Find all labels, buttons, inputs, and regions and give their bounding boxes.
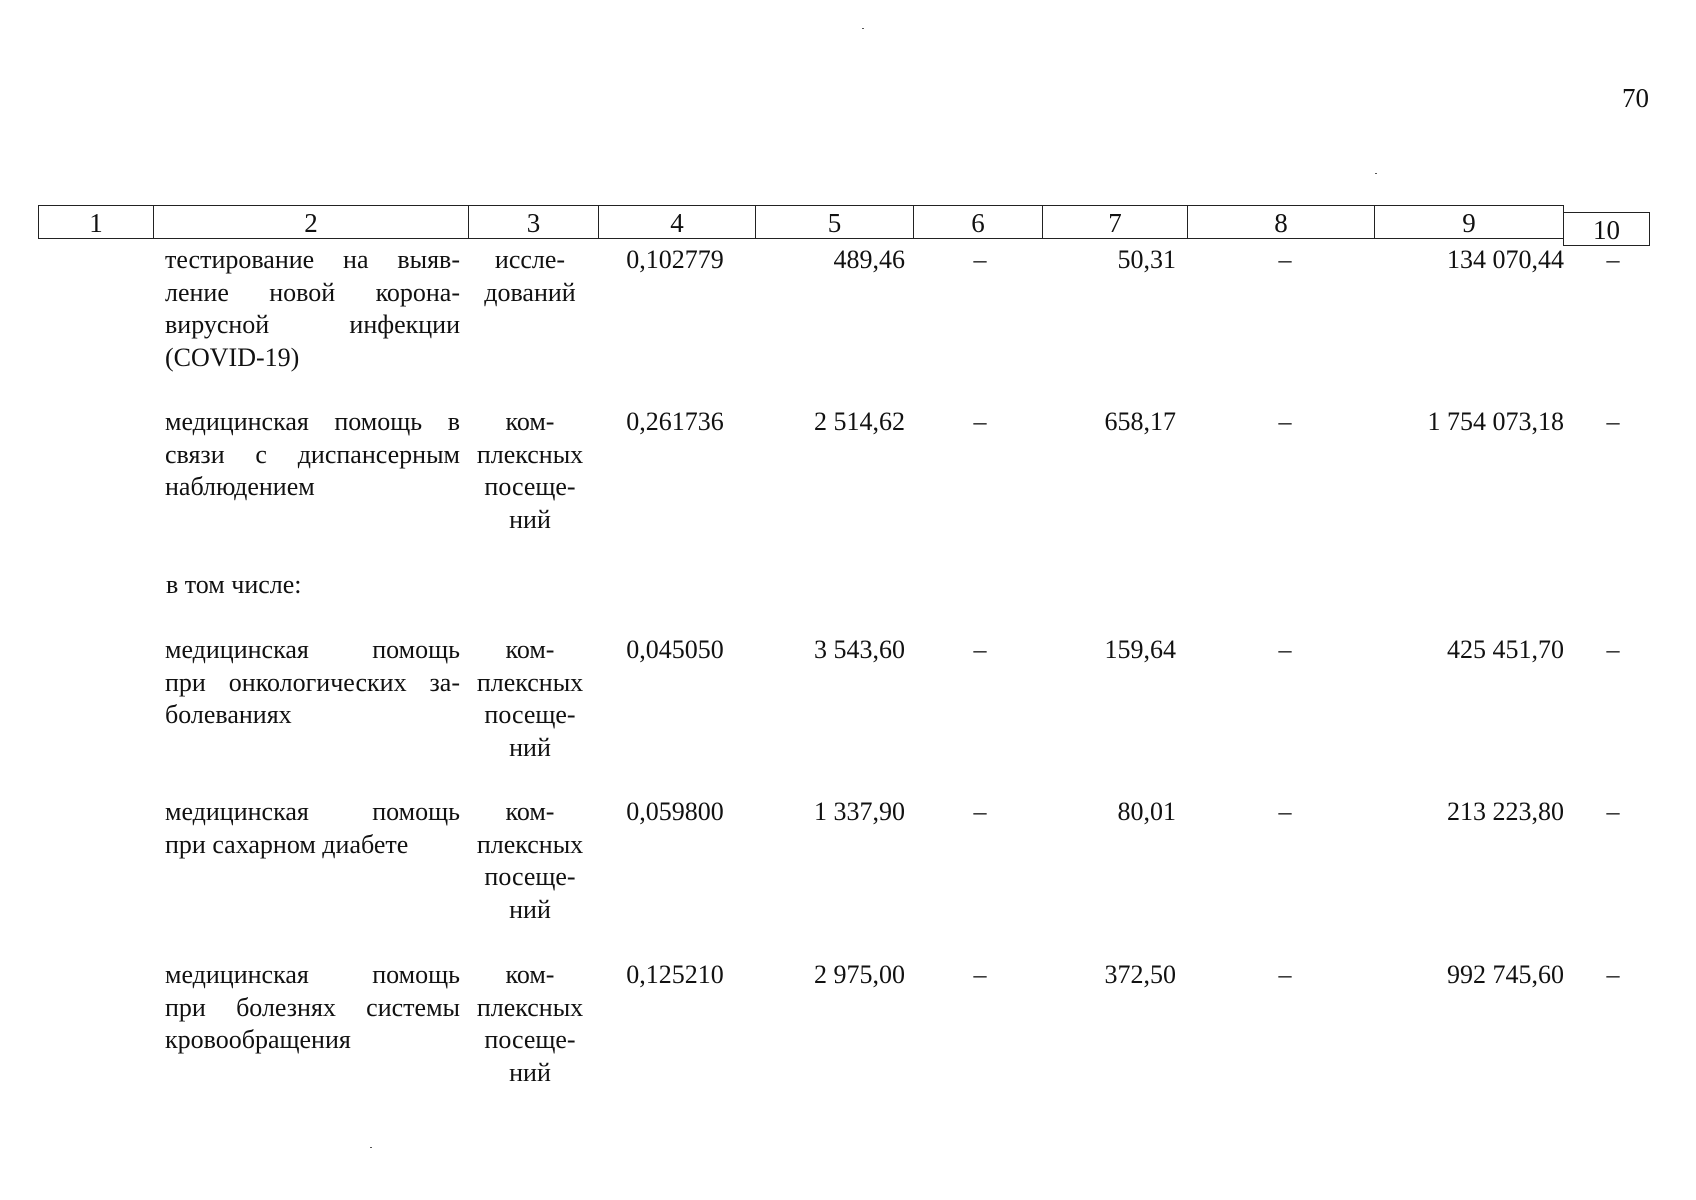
scan-speck xyxy=(862,28,864,29)
header-cell-1: 1 xyxy=(38,205,154,239)
row-col9: 1 754 073,18 xyxy=(1427,407,1564,436)
row-col7: 372,50 xyxy=(1104,960,1176,989)
header-cell-6: 6 xyxy=(913,205,1043,239)
row-col5: 2 514,62 xyxy=(814,407,905,436)
row-unit: иссле- дований xyxy=(484,245,576,307)
row-col10: – xyxy=(1606,960,1620,989)
row-col4: 0,045050 xyxy=(626,635,724,664)
header-cell-3: 3 xyxy=(468,205,599,239)
row-col6: – xyxy=(973,407,987,436)
row-unit: ком- плексных посеще- ний xyxy=(476,635,584,762)
row-col8: – xyxy=(1278,245,1292,274)
row-unit: ком- плексных посеще- ний xyxy=(476,407,584,534)
row-col6: – xyxy=(973,245,987,274)
row-col4: 0,102779 xyxy=(626,245,724,274)
row-col9: 213 223,80 xyxy=(1447,797,1564,826)
row-col10: – xyxy=(1606,635,1620,664)
scan-speck xyxy=(370,1147,372,1148)
header-cell-5: 5 xyxy=(755,205,914,239)
header-cell-8: 8 xyxy=(1187,205,1375,239)
row-col10: – xyxy=(1606,245,1620,274)
row-name: тестирование на выяв- ление новой корона- вирусной инфекции (COVID-19) xyxy=(165,245,460,372)
row-name: медицинская помощь при сахарном диабете xyxy=(165,797,460,859)
row-col9: 992 745,60 xyxy=(1447,960,1564,989)
row-name: медицинская помощь при болезнях системы кровообращения xyxy=(165,960,460,1054)
row-col4: 0,059800 xyxy=(626,797,724,826)
subheading: в том числе: xyxy=(166,570,302,599)
row-col10: – xyxy=(1606,407,1620,436)
row-col8: – xyxy=(1278,797,1292,826)
page-number: 70 xyxy=(1622,83,1649,113)
row-col9: 134 070,44 xyxy=(1447,245,1564,274)
row-name: медицинская помощь при онкологических за- болеваниях xyxy=(165,635,460,729)
header-cell-10: 10 xyxy=(1563,212,1650,246)
row-col5: 1 337,90 xyxy=(814,797,905,826)
row-col7: 658,17 xyxy=(1104,407,1176,436)
scan-speck xyxy=(1375,173,1377,174)
row-col8: – xyxy=(1278,635,1292,664)
row-col4: 0,261736 xyxy=(626,407,724,436)
row-col7: 159,64 xyxy=(1104,635,1176,664)
row-col9: 425 451,70 xyxy=(1447,635,1564,664)
row-col5: 2 975,00 xyxy=(814,960,905,989)
header-cell-2: 2 xyxy=(153,205,469,239)
row-unit: ком- плексных посеще- ний xyxy=(476,960,584,1087)
row-col6: – xyxy=(973,797,987,826)
row-unit: ком- плексных посеще- ний xyxy=(476,797,584,924)
row-col5: 489,46 xyxy=(833,245,905,274)
header-cell-7: 7 xyxy=(1042,205,1188,239)
row-name: медицинская помощь в связи с диспансерным наблюдением xyxy=(165,407,460,501)
row-col8: – xyxy=(1278,407,1292,436)
row-col7: 80,01 xyxy=(1117,797,1176,826)
header-cell-4: 4 xyxy=(598,205,756,239)
row-col10: – xyxy=(1606,797,1620,826)
row-col7: 50,31 xyxy=(1117,245,1176,274)
row-col8: – xyxy=(1278,960,1292,989)
row-col6: – xyxy=(973,960,987,989)
row-col5: 3 543,60 xyxy=(814,635,905,664)
header-cell-9: 9 xyxy=(1374,205,1564,239)
row-col4: 0,125210 xyxy=(626,960,724,989)
row-col6: – xyxy=(973,635,987,664)
